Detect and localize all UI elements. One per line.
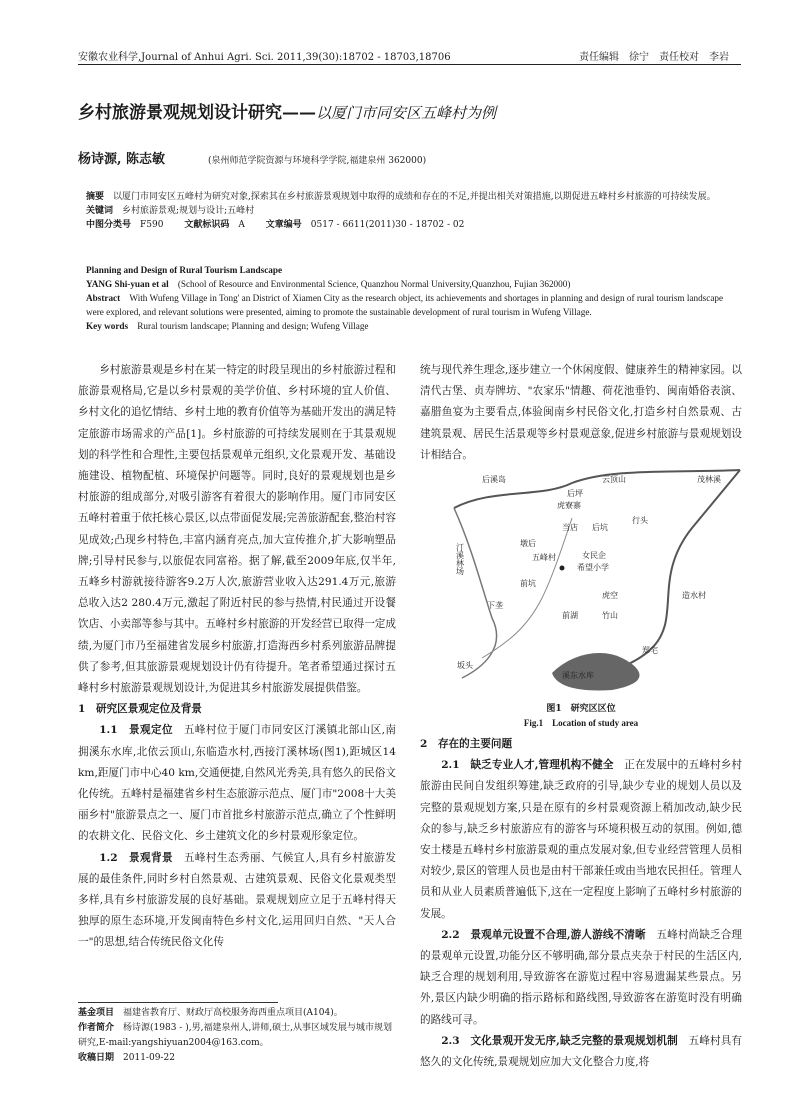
english-abstract	[86, 263, 726, 333]
english-keywords-text: Rural tourism landscape; Planning and design; Wufeng Village	[137, 321, 369, 331]
fund-label: 基金项目	[78, 1008, 115, 1018]
section-1-heading: 1 研究区景观定位及背景	[78, 703, 202, 716]
paper-title	[78, 98, 758, 123]
keywords-label: 关键词	[86, 206, 114, 216]
author-bio-label: 作者简介	[78, 1023, 115, 1033]
keywords-text: 乡村旅游景观;规划与设计;五峰村	[122, 206, 255, 216]
english-affiliation: (School of Resource and Environmental Science, Quanzhou Normal University,Quanzhou, Fujian 362000)	[177, 279, 571, 289]
map-label: 茂林溪	[697, 475, 721, 484]
footnote-rule	[78, 1002, 278, 1003]
english-abstract-label: Abstract	[86, 293, 121, 303]
continued-paragraph: 统与现代养生理念,逐步建立一个休闲度假、健康养生的精神家园。以清代古堡、贞寿牌坊、"农家乐"情趣、荷花池垂钓、闽南婚俗表演、嘉腊鱼宴为主要看点,体验闽南乡村民俗文化,打造乡村自然景观、古建筑景观、居民生活景观等乡村景观意象,促进乡村旅游与景观规划设计相结合。	[420, 364, 742, 461]
journal-citation: 安徽农业科学,Journal of Anhui Agri. Sci. 2011,39(30):18702 - 18703,18706	[78, 52, 451, 63]
map-label: 后溪岛	[482, 475, 506, 484]
intro-paragraph: 乡村旅游景观是乡村在某一特定的时段呈现出的乡村旅游过程和旅游景观格局,它是以乡村景观的美学价值、乡村环境的宜人价值、乡村文化的追忆情结、乡村土地的教育价值等为基础开发出的满足特定旅游市场需求的产品[1]。乡村旅游的可持续发展则在于其景观规划的科学性和合理性,主要包括景观单元组织,文化景观开发、基础设施建设、植物配植、环境保护问题等。同时,良好的景观规划也是乡村旅游的组成部分,对吸引游客有着很大的影响作用。厦门市同安区五峰村着重于依托核心景区,以点带面促发展;完善旅游配套,整治村容见成效;凸现乡村特色,丰富内涵育亮点,加大宣传推介,扩大影响塑品牌;引导村民参与,以旅促农同富裕。据了解,截至2009年底,仅半年,五峰乡村游就接待游客9.2万人次,旅游营业收入达291.4万元,旅游总收入达2 280.4万元,激起了附近村民的参与热情,村民通过开设餐饮店、小卖部等参与其中。五峰村乡村旅游的开发经营已取得一定成绩,为厦门市乃至福建省发展乡村旅游,打造海西乡村系列旅游品牌提供了参考,但其旅游景观规划设计仍有待提升。笔者希望通过探讨五峰村乡村旅游景观规划设计,为促进其乡村旅游发展提供借鉴。	[78, 364, 396, 695]
section-2-1-text: 正在发展中的五峰村乡村旅游由民间自发组织筹建,缺乏政府的引导,缺少专业的规划人员以及完整的景观规划方案,只是在原有的乡村景观资源上稍加改动,缺少民众的参与,缺乏乡村旅游应有的游客与环境积极互动的氛围。例如,德安土楼是五峰村乡村旅游景观的重点发展对象,但专业经营管理人员相对较少,景区的管理人员也是由村干部兼任或由当地农民担任。管理人员和从业人员素质普遍低下,这在一定程度上影响了五峰村乡村旅游的发展。	[420, 759, 742, 920]
location-map	[452, 468, 742, 693]
map-label: 女民企	[582, 551, 606, 560]
map-label: 郑宅	[642, 646, 658, 655]
editor-credits: 责任编辑 徐宁 责任校对 李岩	[579, 52, 729, 63]
map-label: 虎空	[602, 591, 618, 600]
article-number-label: 文章编号	[265, 220, 302, 230]
section-1-2-heading: 1.2 景观背景	[99, 851, 173, 864]
section-2-3-text: 五峰村具有悠久的文化传统,景观规划应加大文化整合力度,将	[420, 1034, 742, 1069]
running-header	[78, 48, 729, 62]
section-2-heading: 2 存在的主要问题	[420, 738, 513, 751]
village-marker	[560, 566, 565, 571]
figure-caption-cn: 图1 研究区区位	[546, 704, 616, 715]
doc-code-value: A	[238, 220, 245, 230]
section-2-2-text: 五峰村尚缺乏合理的景观单元设置,功能分区不够明确,部分景点夹杂于村民的生活区内,缺乏合理的规划利用,导致游客在游览过程中容易遗漏某些景点。另外,景区内缺少明确的指示路标和路线图,导致游客在游览时没有明确的路线可寻。	[420, 928, 742, 1026]
map-label: 墩后	[520, 539, 536, 548]
left-column	[78, 360, 396, 954]
section-2-2-heading: 2.2 景观单元设置不合理,游人游线不清晰	[441, 928, 646, 941]
section-1-1-text: 五峰村位于厦门市同安区汀溪镇北部山区,南拥溪东水库,北依云顶山,东临造水村,西接汀溪林场(图1),距城区14 km,距厦门市中心40 km,交通便捷,自然风光秀美,具有悠久的民俗文化传统。五峰村是福建省乡村生态旅游示范点、厦门市"2008十大美丽乡村"旅游景点之一、厦门市首批乡村旅游示范点,确立了个性鲜明的农耕文化、民俗文化、乡土建筑文化的乡村景观形象定位。	[78, 724, 396, 843]
map-label: 后坑	[592, 523, 608, 532]
map-label: 行头	[632, 516, 648, 525]
footnote-block	[78, 1006, 398, 1066]
clc-label: 中图分类号	[86, 220, 132, 230]
doc-code-label: 文献标识码	[184, 220, 230, 230]
section-2-1-heading: 2.1 缺乏专业人才,管理机构不健全	[441, 759, 614, 772]
received-date-value: 2011-09-22	[123, 1053, 175, 1063]
author-affiliation: (泉州师范学院资源与环境科学学院,福建泉州 362000)	[208, 156, 427, 166]
map-label: 汀溪林场	[455, 543, 465, 575]
map-label: 五峰村	[532, 553, 556, 562]
map-label: 溪东水库	[562, 671, 594, 680]
clc-value: F590	[140, 220, 164, 230]
abstract-label: 摘要	[86, 192, 105, 202]
title-main: 乡村旅游景观规划设计研究——	[78, 103, 316, 123]
section-2-3-heading: 2.3 文化景观开发无序,缺乏完整的景观规划机制	[441, 1034, 678, 1047]
received-date-label: 收稿日期	[78, 1053, 115, 1063]
english-title: Planning and Design of Rural Tourism Landscape	[86, 265, 283, 275]
map-label: 虎寮寨	[557, 501, 581, 510]
header-rule	[78, 64, 741, 65]
article-number-value: 0517 - 6611(2011)30 - 18702 - 02	[310, 220, 465, 230]
figure-caption	[420, 702, 742, 730]
english-abstract-text: With Wufeng Village in Tong' an District of Xiamen City as the research object, its achievements and shortages in planning and design of rural tourism landscape were explored, and relevant solutions were presented, aiming to promote the sustainable development of rural tourism in Wufeng Village.	[86, 293, 724, 317]
map-label: 希望小学	[577, 563, 609, 572]
map-label: 云顶山	[602, 475, 626, 484]
section-1-2-text: 五峰村生态秀丽、气候宜人,具有乡村旅游发展的最佳条件,同时乡村自然景观、古建筑景观、民俗文化景观类型多样,具有乡村旅游发展的良好基础。景观规划应立足于五峰村得天独厚的原生态环境,开发闽南特色乡村文化,运用回归自然、"天人合一"的思想,结合传统民俗文化传	[78, 851, 396, 949]
map-label: 下垄	[487, 601, 503, 610]
abstract-text: 以厦门市同安区五峰村为研究对象,探索其在乡村旅游景观规划中取得的成绩和存在的不足,并提出相关对策措施,以期促进五峰村乡村旅游的可持续发展。	[113, 192, 716, 202]
map-label: 坂头	[457, 661, 473, 670]
english-authors: YANG Shi-yuan et al	[86, 279, 169, 289]
map-label: 前湖	[562, 611, 578, 620]
map-label: 前坑	[520, 579, 536, 588]
map-label: 当店	[562, 523, 578, 532]
map-label: 后坪	[567, 489, 583, 498]
right-column	[420, 360, 742, 1073]
english-keywords-label: Key words	[86, 321, 129, 331]
author-bio-text: 杨诗源(1983 - ),男,福建泉州人,讲师,硕士,从事区域发展与城市规划研究,E-mail:yangshiyuan2004@163.com。	[78, 1023, 393, 1048]
map-label: 竹山	[602, 611, 618, 620]
chinese-abstract	[86, 190, 726, 232]
section-1-1-heading: 1.1 景观定位	[99, 724, 173, 737]
author-list: 杨诗源, 陈志敏	[78, 152, 166, 167]
fund-text: 福建省教育厅、财政厅高校服务海西重点项目(A104)。	[123, 1008, 343, 1018]
map-label: 造水村	[682, 591, 706, 600]
title-subtitle: 以厦门市同安区五峰村为例	[316, 104, 497, 122]
figure-caption-en: Fig.1 Location of study area	[523, 718, 639, 729]
